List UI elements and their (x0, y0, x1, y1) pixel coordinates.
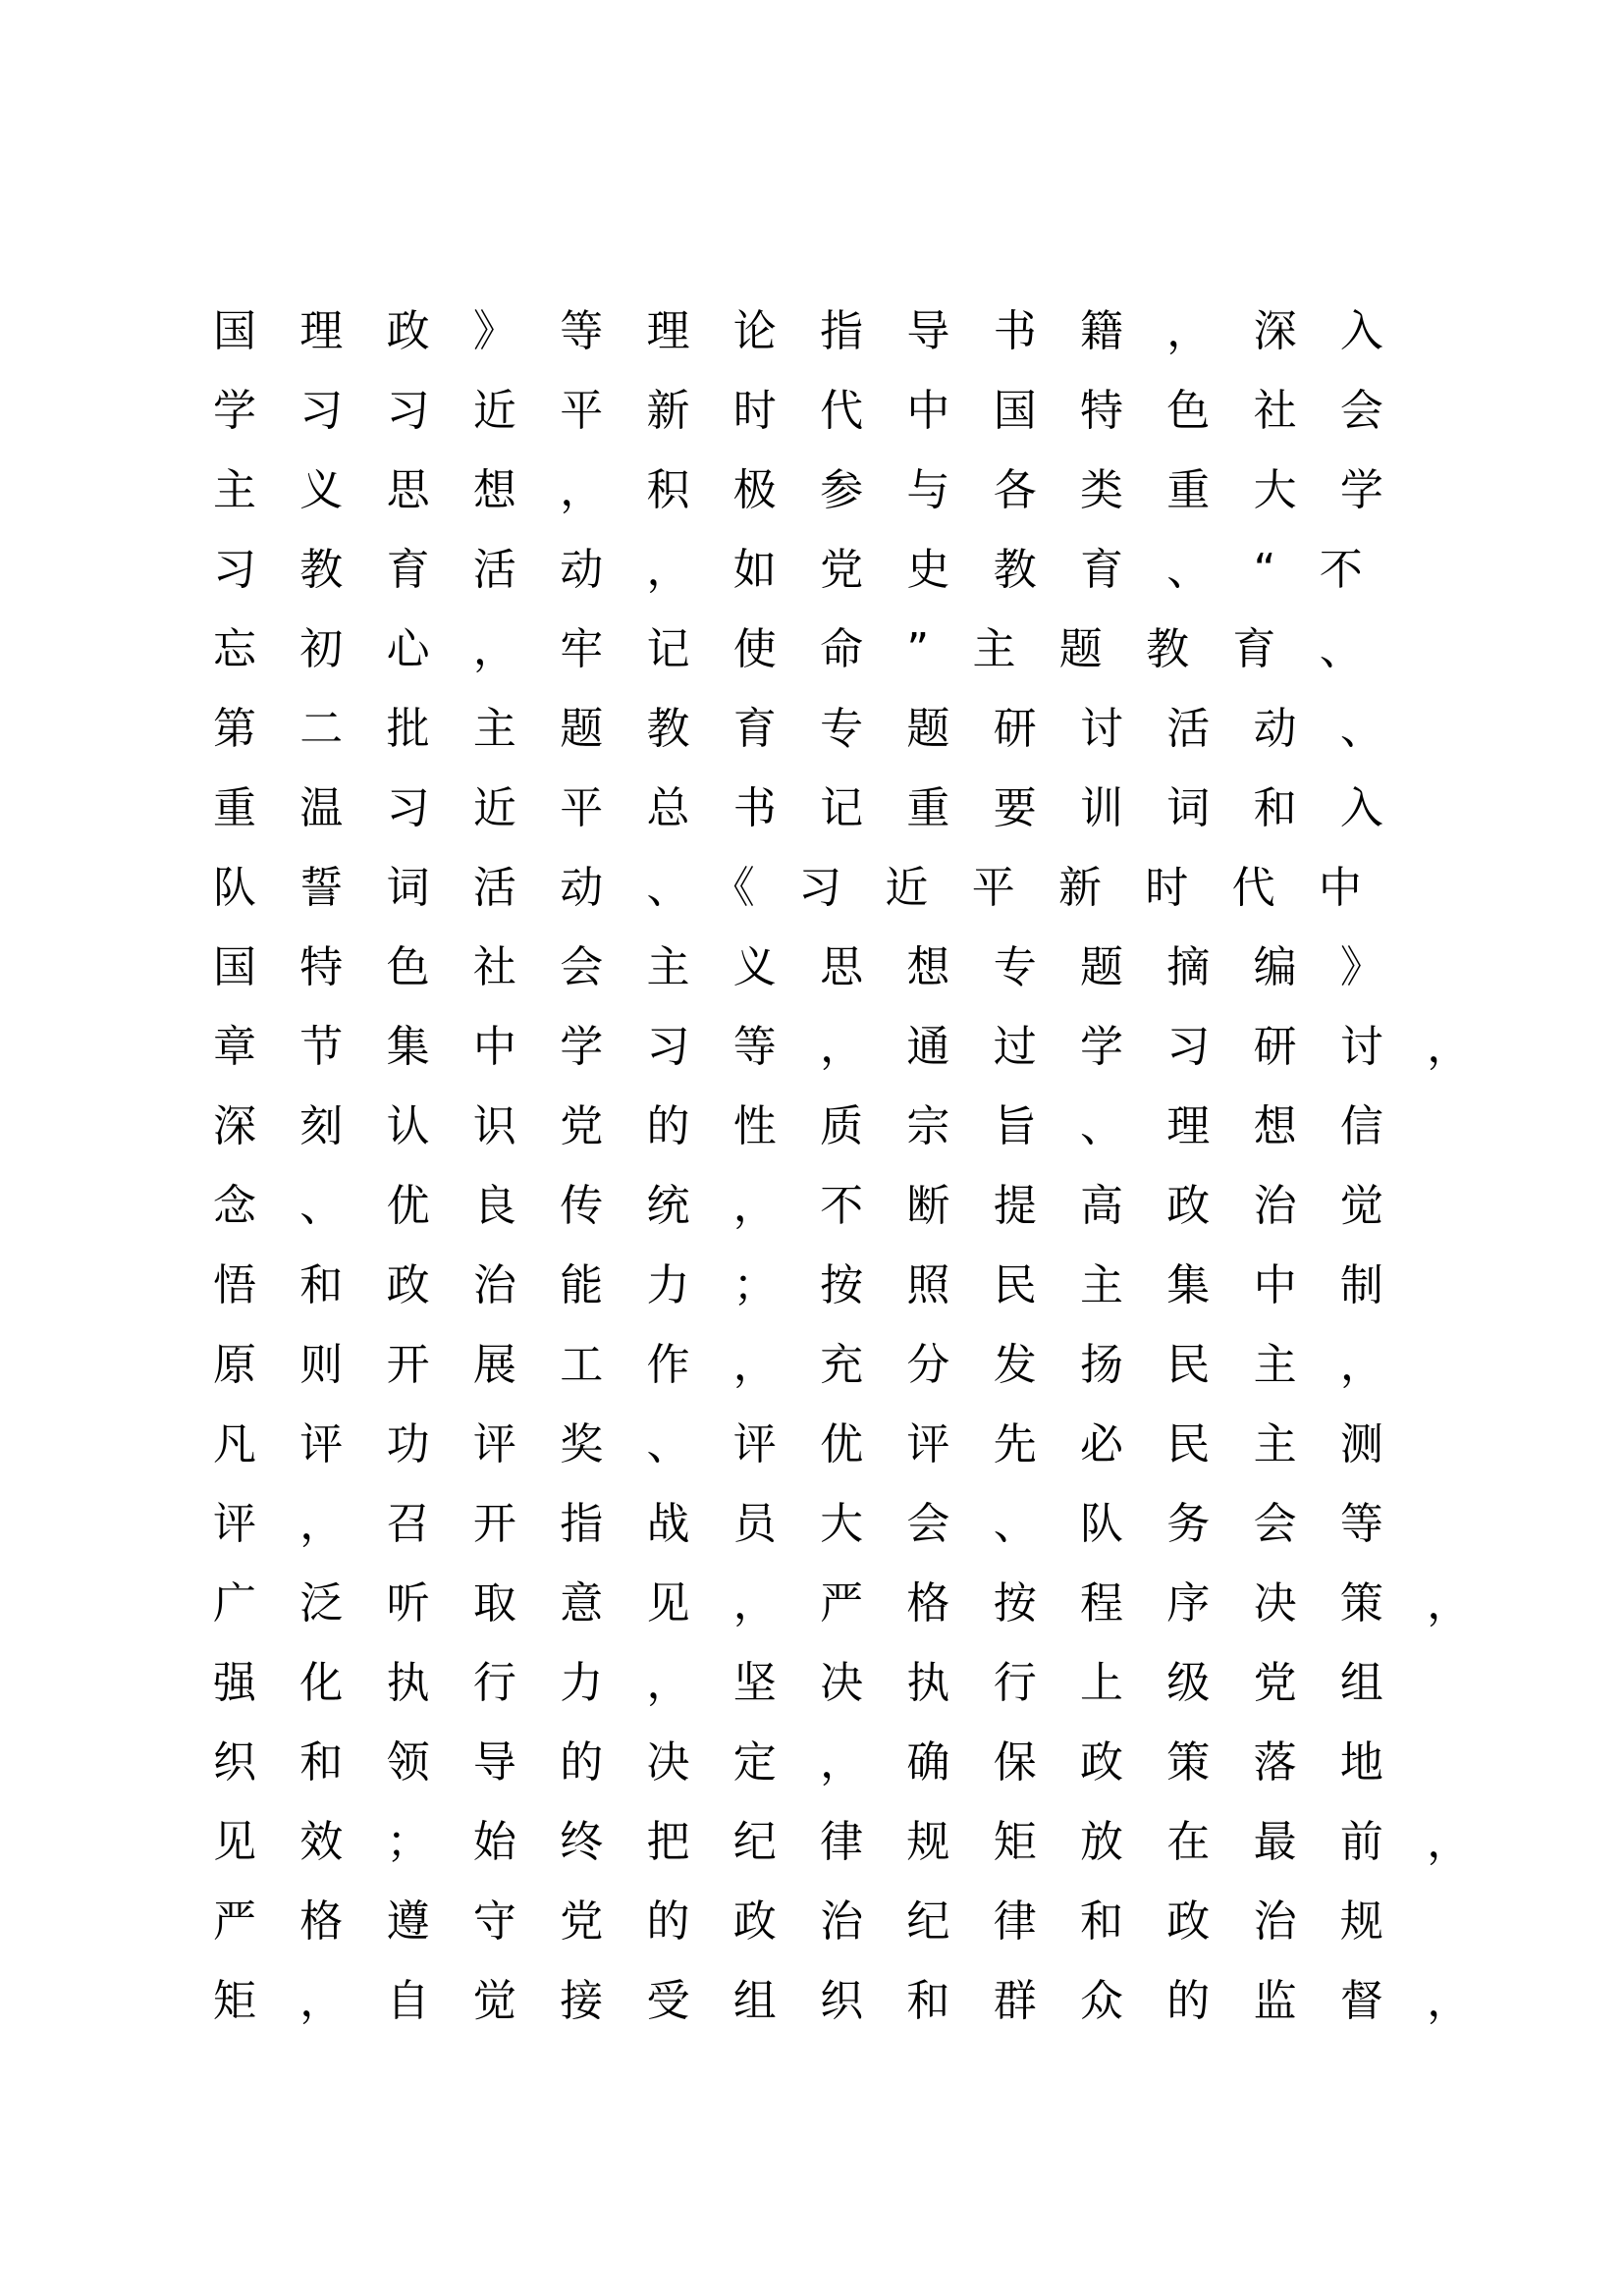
text-line: 忘初心，牢记使命”主题教育、 (213, 624, 1406, 674)
text-line: 强化执行力，坚决执行上级党组 (213, 1658, 1428, 1708)
text-line: 学习习近平新时代中国特色社会 (213, 386, 1428, 436)
text-line: 悟和政治能力；按照民主集中制 (213, 1260, 1428, 1310)
body-text (213, 292, 1588, 2041)
text-line: 矩，自觉接受组织和群众的监督， (213, 1976, 1514, 2026)
text-line: 深刻认识党的性质宗旨、理想信 (213, 1101, 1428, 1151)
text-line: 重温习近平总书记重要训词和入 (213, 783, 1428, 833)
text-line: 念、优良传统，不断提高政治觉 (213, 1181, 1428, 1231)
text-line: 习教育活动，如党史教育、“不 (213, 545, 1406, 595)
text-line: 国理政》等理论指导书籍，深入 (213, 306, 1428, 356)
text-line: 评，召开指战员大会、队务会等 (213, 1499, 1428, 1549)
text-line: 广泛听取意见，严格按程序决策， (213, 1578, 1514, 1629)
text-line: 见效；始终把纪律规矩放在最前， (213, 1817, 1514, 1867)
text-line: 凡评功评奖、评优评先必民主测 (213, 1419, 1428, 1469)
text-line: 国特色社会主义思想专题摘编》 (213, 942, 1428, 992)
text-line: 原则开展工作，充分发扬民主， (213, 1340, 1428, 1390)
text-line: 严格遵守党的政治纪律和政治规 (213, 1896, 1428, 1947)
text-line: 主义思想，积极参与各类重大学 (213, 465, 1428, 515)
text-line: 章节集中学习等，通过学习研讨， (213, 1022, 1514, 1072)
text-line: 第二批主题教育专题研讨活动、 (213, 704, 1428, 754)
text-line: 织和领导的决定，确保政策落地 (213, 1737, 1428, 1788)
text-line: 队誓词活动、《习近平新时代中 (213, 863, 1406, 913)
